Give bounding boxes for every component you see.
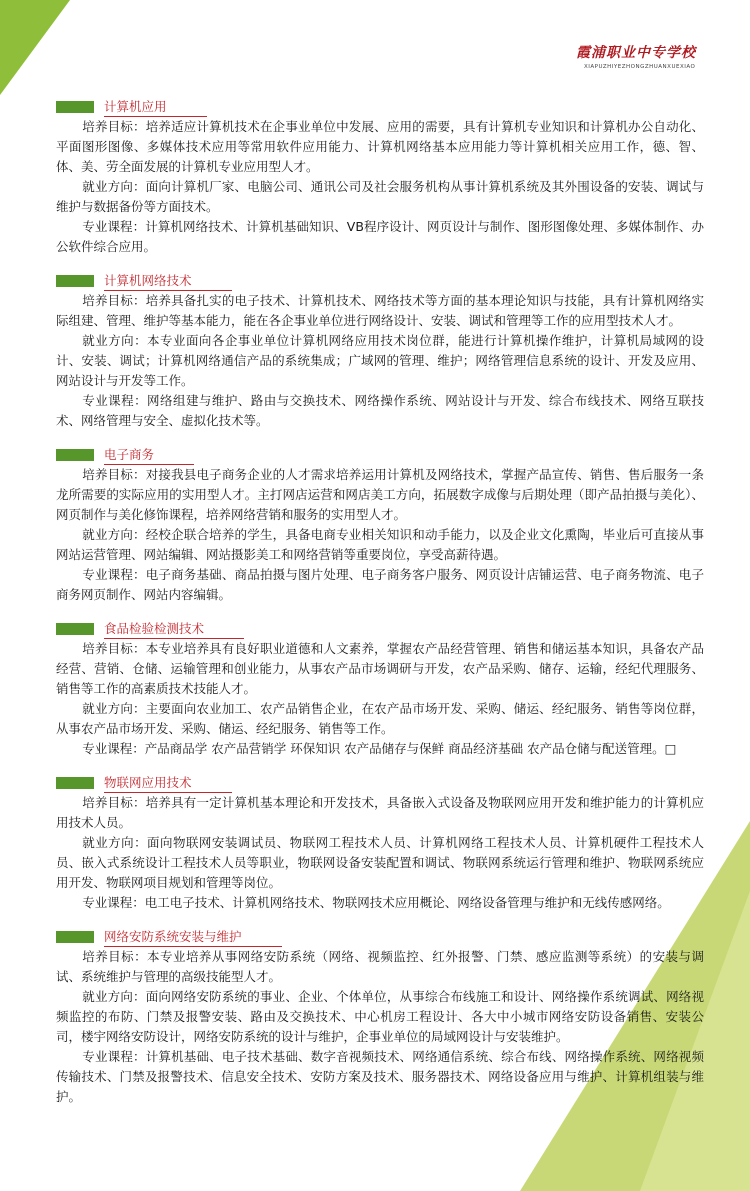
corner-decoration-top-left bbox=[0, 0, 70, 95]
section-title: 物联网应用技术 bbox=[104, 774, 232, 793]
courses: 专业课程：电子商务基础、商品拍摄与图片处理、电子商务客户服务、网页设计店铺运营、电子商务物流、电子商务网页制作、网站内容编辑。 bbox=[56, 567, 704, 602]
logo-chinese-text: 霞浦职业中专学校 bbox=[576, 45, 696, 61]
section-heading bbox=[56, 98, 704, 116]
section-title: 电子商务 bbox=[104, 446, 194, 465]
major-section-network-technology bbox=[56, 272, 704, 431]
section-title: 计算机应用 bbox=[104, 98, 207, 117]
section-heading bbox=[56, 620, 704, 638]
employment-direction: 就业方向：主要面向农业加工、农产品销售企业，在农产品市场开发、采购、储运、经纪服务、销售等岗位群，从事农产品市场开发、采购、储运、经纪服务、销售等工作。 bbox=[56, 701, 704, 736]
training-goal: 培养目标：培养适应计算机技术在企事业单位中发展、应用的需要，具有计算机专业知识和计算机办公自动化、平面图形图像、多媒体技术应用等常用软件应用能力、计算机网络基本应用能力等计算机相关应用工作，德、智、体、美、劳全面发展的计算机专业应用型人才。 bbox=[56, 119, 704, 174]
heading-bar bbox=[56, 449, 94, 461]
section-title: 食品检验检测技术 bbox=[104, 620, 244, 639]
employment-direction: 就业方向：面向物联网安装调试员、物联网工程技术人员、计算机网络工程技术人员、计算机硬件工程技术人员、嵌入式系统设计工程技术人员等职业，物联网设备安装配置和调试、物联网系统运行管理和维护、物联网系统应用开发、物联网项目规划和管理等岗位。 bbox=[56, 835, 704, 890]
employment-direction: 就业方向：面向计算机厂家、电脑公司、通讯公司及社会服务机构从事计算机系统及其外围设备的安装、调试与维护与数据备份等方面技术。 bbox=[56, 179, 704, 214]
training-goal: 培养目标：培养具有一定计算机基本理论和开发技术，具备嵌入式设备及物联网应用开发和维护能力的计算机应用技术人员。 bbox=[56, 795, 704, 830]
major-section-iot bbox=[56, 774, 704, 913]
major-section-computer-application bbox=[56, 98, 704, 257]
training-goal: 培养目标：本专业培养具有良好职业道德和人文素养，掌握农产品经营管理、销售和储运基本知识，具备农产品经营、营销、仓储、运输管理和创业能力，从事农产品市场调研与开发，农产品采购、储存、运输，经纪代理服务、销售等工作的高素质技术技能人才。 bbox=[56, 641, 704, 696]
courses: 专业课程：产品商品学 农产品营销学 环保知识 农产品储存与保鲜 商品经济基础 农产品仓储与配送管理。□ bbox=[82, 741, 677, 756]
heading-bar bbox=[56, 275, 94, 287]
section-title: 计算机网络技术 bbox=[104, 272, 232, 291]
employment-direction: 就业方向：经校企联合培养的学生，具备电商专业相关知识和动手能力，以及企业文化熏陶，毕业后可直接从事网站运营管理、网站编辑、网站摄影美工和网络营销等重要岗位，享受高薪待遇。 bbox=[56, 527, 704, 562]
section-heading bbox=[56, 272, 704, 290]
heading-bar bbox=[56, 623, 94, 635]
section-heading bbox=[56, 446, 704, 464]
training-goal: 培养目标：对接我县电子商务企业的人才需求培养运用计算机及网络技术，掌握产品宣传、销售、售后服务一条龙所需要的实际应用的实用型人才。主打网店运营和网店美工方向，拓展数字成像与后期处理（即产品拍摄与美化）、网页制作与美化修饰课程，培养网络营销和服务的实用型人才。 bbox=[56, 467, 704, 522]
section-heading bbox=[56, 928, 704, 946]
training-goal: 培养目标：培养具备扎实的电子技术、计算机技术、网络技术等方面的基本理论知识与技能，具有计算机网络实际组建、管理、维护等基本能力，能在各企事业单位进行网络设计、安装、调试和管理等工作的应用型技术人才。 bbox=[56, 293, 704, 328]
courses: 专业课程：计算机网络技术、计算机基础知识、VB程序设计、网页设计与制作、图形图像处理、多媒体制作、办公软件综合应用。 bbox=[56, 219, 704, 254]
section-title: 网络安防系统安装与维护 bbox=[104, 928, 282, 947]
training-goal: 培养目标：本专业培养从事网络安防系统（网络、视频监控、红外报警、门禁、感应监测等系统）的安装与调试、系统维护与管理的高级技能型人才。 bbox=[56, 949, 704, 984]
school-logo bbox=[576, 44, 726, 78]
section-heading bbox=[56, 774, 704, 792]
employment-direction: 就业方向：面向网络安防系统的事业、企业、个体单位，从事综合布线施工和设计、网络操作系统调试、网络视频监控的布防、门禁及报警安装、路由及交换技术、中心机房工程设计、各大中小城市网络安防设备销售、安装公司，楼宇网络安防设计，网络安防系统的设计与维护，企事业单位的局域网设计与安装维护。 bbox=[56, 989, 704, 1044]
employment-direction: 就业方向：本专业面向各企事业单位计算机网络应用技术岗位群，能进行计算机操作维护，计算机局域网的设计、安装、调试；计算机网络通信产品的系统集成；广域网的管理、维护；网络管理信息系统的设计、开发及应用、网站设计与开发等工作。 bbox=[56, 333, 704, 388]
heading-bar bbox=[56, 777, 94, 789]
major-section-network-security bbox=[56, 928, 704, 1107]
majors-list bbox=[56, 98, 704, 1122]
courses: 专业课程：电工电子技术、计算机网络技术、物联网技术应用概论、网络设备管理与维护和无线传感网络。 bbox=[82, 895, 670, 910]
heading-bar bbox=[56, 101, 94, 113]
courses: 专业课程：计算机基础、电子技术基础、数字音视频技术、网络通信系统、综合布线、网络操作系统、网络视频传输技术、门禁及报警技术、信息安全技术、安防方案及技术、服务器技术、网络设备应用与维护、计算机组装与维护。 bbox=[56, 1049, 704, 1104]
heading-bar bbox=[56, 931, 94, 943]
major-section-food-inspection bbox=[56, 620, 704, 759]
courses: 专业课程：网络组建与维护、路由与交换技术、网络操作系统、网站设计与开发、综合布线技术、网络互联技术、网络管理与安全、虚拟化技术等。 bbox=[56, 393, 704, 428]
logo-pinyin-text: XIAPUZHIYEZHONGZHUANXUEXIAO bbox=[584, 64, 696, 70]
major-section-e-commerce bbox=[56, 446, 704, 605]
